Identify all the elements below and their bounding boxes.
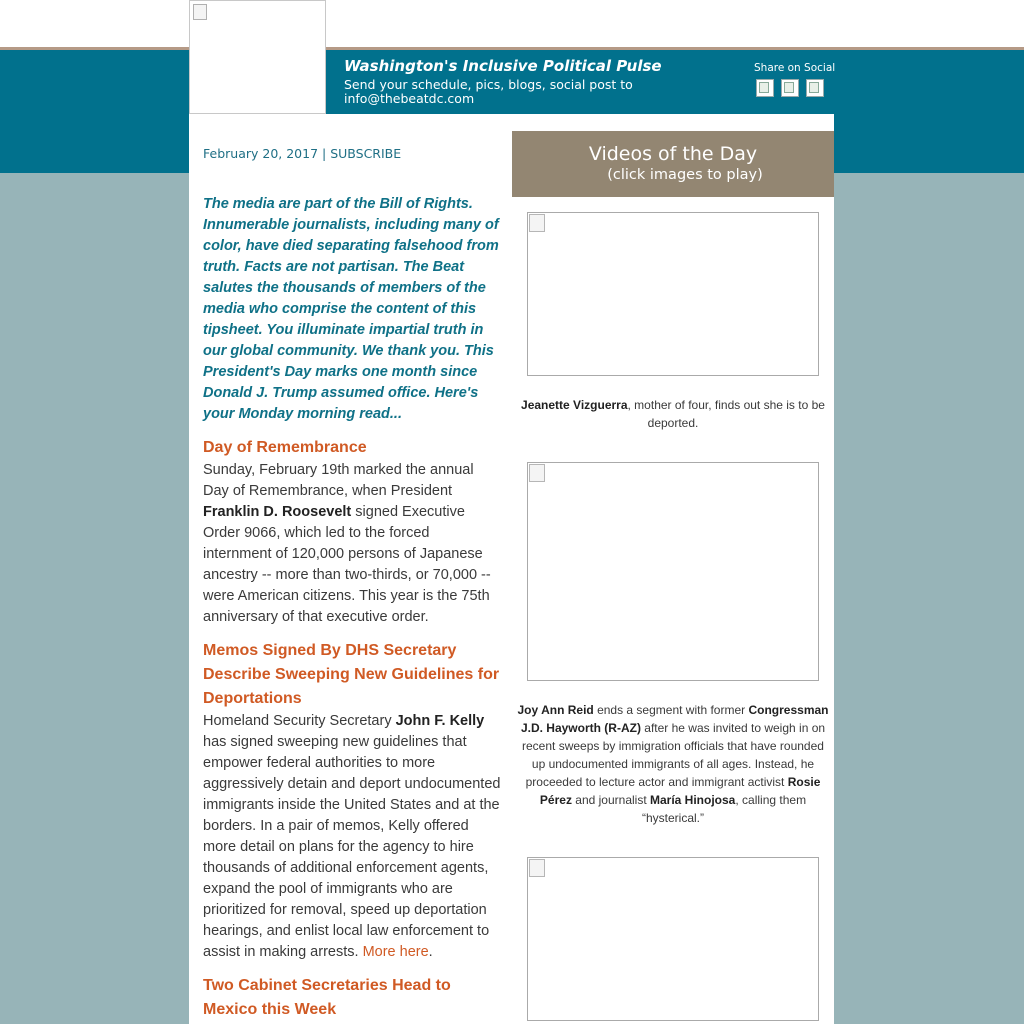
video-thumbnail-2[interactable] [527, 462, 819, 681]
issue-date: February 20, 2017 [203, 146, 319, 161]
intro-paragraph: The media are part of the Bill of Rights. Innumerable journalists, including many of color, have died separating falsehood from truth. Facts are not partisan. The Beat salutes the thousands of members of the media who comprise the content of this tipsheet. You illuminate impartial truth in our global community. We thank you. This President's Day marks one month since Donald J. Trump assumed office. Here's your Monday morning read... [203, 196, 499, 422]
main-column [203, 142, 501, 1022]
video-thumbnail-3[interactable] [527, 857, 819, 1021]
social-share-icon-3[interactable] [806, 79, 824, 97]
header-tagline: Washington's Inclusive Political Pulse [344, 57, 662, 75]
article-body-dhs-memos: Homeland Security Secretary John F. Kelly has signed sweeping new guidelines that empower federal authorities to more aggressively detain and deport undocumented immigrants inside the United States and at the borders. In a pair of memos, Kelly offered more detail on plans for the agency to hire thousands of additional enforcement agents, expand the pool of immigrants who are prioritized for removal, speed up deportation hearings, and enlist local law enforcement to assist in making arrests. More here. [203, 713, 501, 960]
share-label: Share on Social [754, 62, 836, 74]
social-share-icon-1[interactable] [756, 79, 774, 97]
article-title-dhs-memos: Memos Signed By DHS Secretary Describe Sweeping New Guidelines for Deportations [203, 642, 500, 707]
dateline: February 20, 2017 | SUBSCRIBE [203, 146, 402, 161]
social-share-icon-2[interactable] [781, 79, 799, 97]
video-thumbnail-1[interactable] [527, 212, 819, 376]
video-caption-2: Joy Ann Reid ends a segment with former Congressman J.D. Hayworth (R-AZ) after he was invited to weigh in on recent sweeps by immigration officials that have rounded up undocumented immigrants of all ages. Instead, he proceeded to lecture actor and immigrant activist Rosie Pérez and journalist María Hinojosa, calling them “hysterical.” [517, 703, 829, 825]
newsletter-content [189, 114, 834, 1024]
article-body-remembrance: Sunday, February 19th marked the annual Day of Remembrance, when President Franklin D. Roosevelt signed Executive Order 9066, which led to the forced internment of 120,000 persons of Japanese ancestry -- more than two-thirds, or 70,000 -- were American citizens. This year is the 75th anniversary of that executive order. [203, 462, 491, 625]
top-bar [0, 0, 1024, 47]
more-here-link[interactable]: More here [362, 944, 429, 960]
header-subline: Send your schedule, pics, blogs, social post to info@thebeatdc.com [344, 77, 633, 106]
broken-image-icon [193, 4, 207, 20]
article-title-cabinet-mexico: Two Cabinet Secretaries Head to Mexico this Week [203, 977, 451, 1018]
videos-header [512, 131, 834, 197]
videos-title: Videos of the Day [588, 143, 758, 165]
subscribe-link[interactable]: SUBSCRIBE [330, 146, 402, 161]
videos-sidebar [512, 131, 834, 1024]
logo-image[interactable] [189, 0, 326, 114]
video-caption-1: Jeanette Vizguerra, mother of four, finds out she is to be deported. [521, 398, 825, 430]
videos-subtitle: (click images to play) [607, 167, 763, 183]
article-title-remembrance: Day of Remembrance [203, 439, 367, 456]
